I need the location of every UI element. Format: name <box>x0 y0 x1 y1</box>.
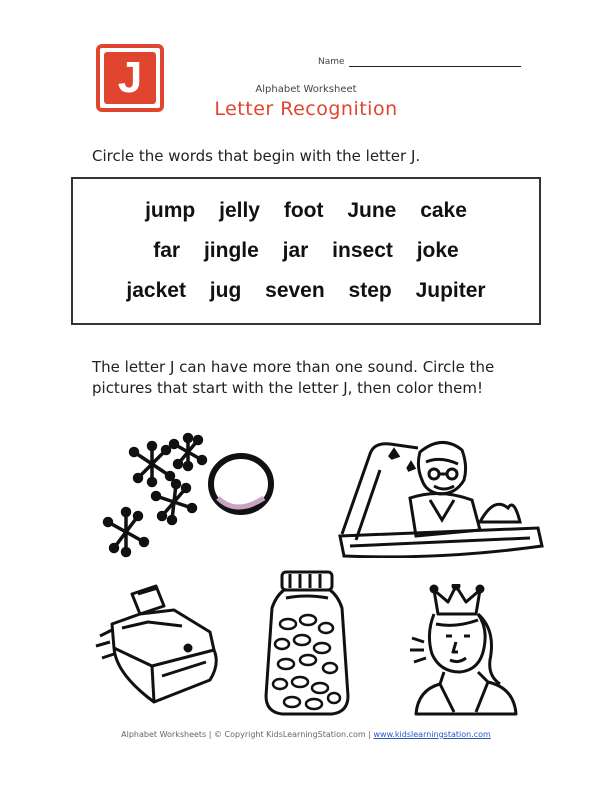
jar-icon <box>266 572 348 714</box>
picture-instruction: The letter J can have more than one sound. Circle the pictures that start with the letter J, then color them! <box>92 358 495 397</box>
ball-icon <box>211 456 271 512</box>
name-line <box>349 66 521 67</box>
word[interactable]: step <box>348 279 392 302</box>
logo-letter: J <box>117 53 143 102</box>
worksheet-subtitle: Alphabet Worksheet <box>255 84 357 95</box>
word[interactable]: far <box>153 239 181 262</box>
judge-picture[interactable] <box>330 436 550 558</box>
word-box <box>71 177 541 325</box>
name-label: Name <box>318 57 345 67</box>
jacks-and-ball-picture[interactable] <box>96 432 292 574</box>
footer-link[interactable]: www.kidslearningstation.com <box>373 730 491 739</box>
word-row-2 <box>73 239 539 263</box>
word[interactable]: jump <box>145 199 196 222</box>
word[interactable]: jelly <box>219 199 260 222</box>
worksheet-title: Letter Recognition <box>214 98 398 120</box>
word[interactable]: Jupiter <box>415 279 486 302</box>
word[interactable]: seven <box>265 279 325 302</box>
jacks-icon <box>105 435 206 556</box>
letter-j-logo <box>96 44 164 112</box>
word[interactable]: jingle <box>203 239 259 262</box>
word[interactable]: June <box>347 199 397 222</box>
ship-picture[interactable] <box>92 584 228 710</box>
word[interactable]: jacket <box>126 279 186 302</box>
word[interactable]: joke <box>416 239 459 262</box>
footer <box>0 730 612 739</box>
queen-icon <box>410 584 516 714</box>
word-row-3 <box>73 279 539 303</box>
word[interactable]: cake <box>420 199 467 222</box>
jar-picture[interactable] <box>256 568 358 718</box>
judge-icon <box>340 442 542 556</box>
ship-icon <box>96 586 216 702</box>
footer-copyright: Alphabet Worksheets | © Copyright KidsLearningStation.com | <box>121 730 374 739</box>
queen-picture[interactable] <box>404 584 530 716</box>
word[interactable]: jar <box>282 239 309 262</box>
word[interactable]: foot <box>283 199 324 222</box>
word[interactable]: insect <box>332 239 393 262</box>
word[interactable]: jug <box>209 279 242 302</box>
word-row-1 <box>73 199 539 223</box>
word-instruction: Circle the words that begin with the letter J. <box>92 147 421 165</box>
